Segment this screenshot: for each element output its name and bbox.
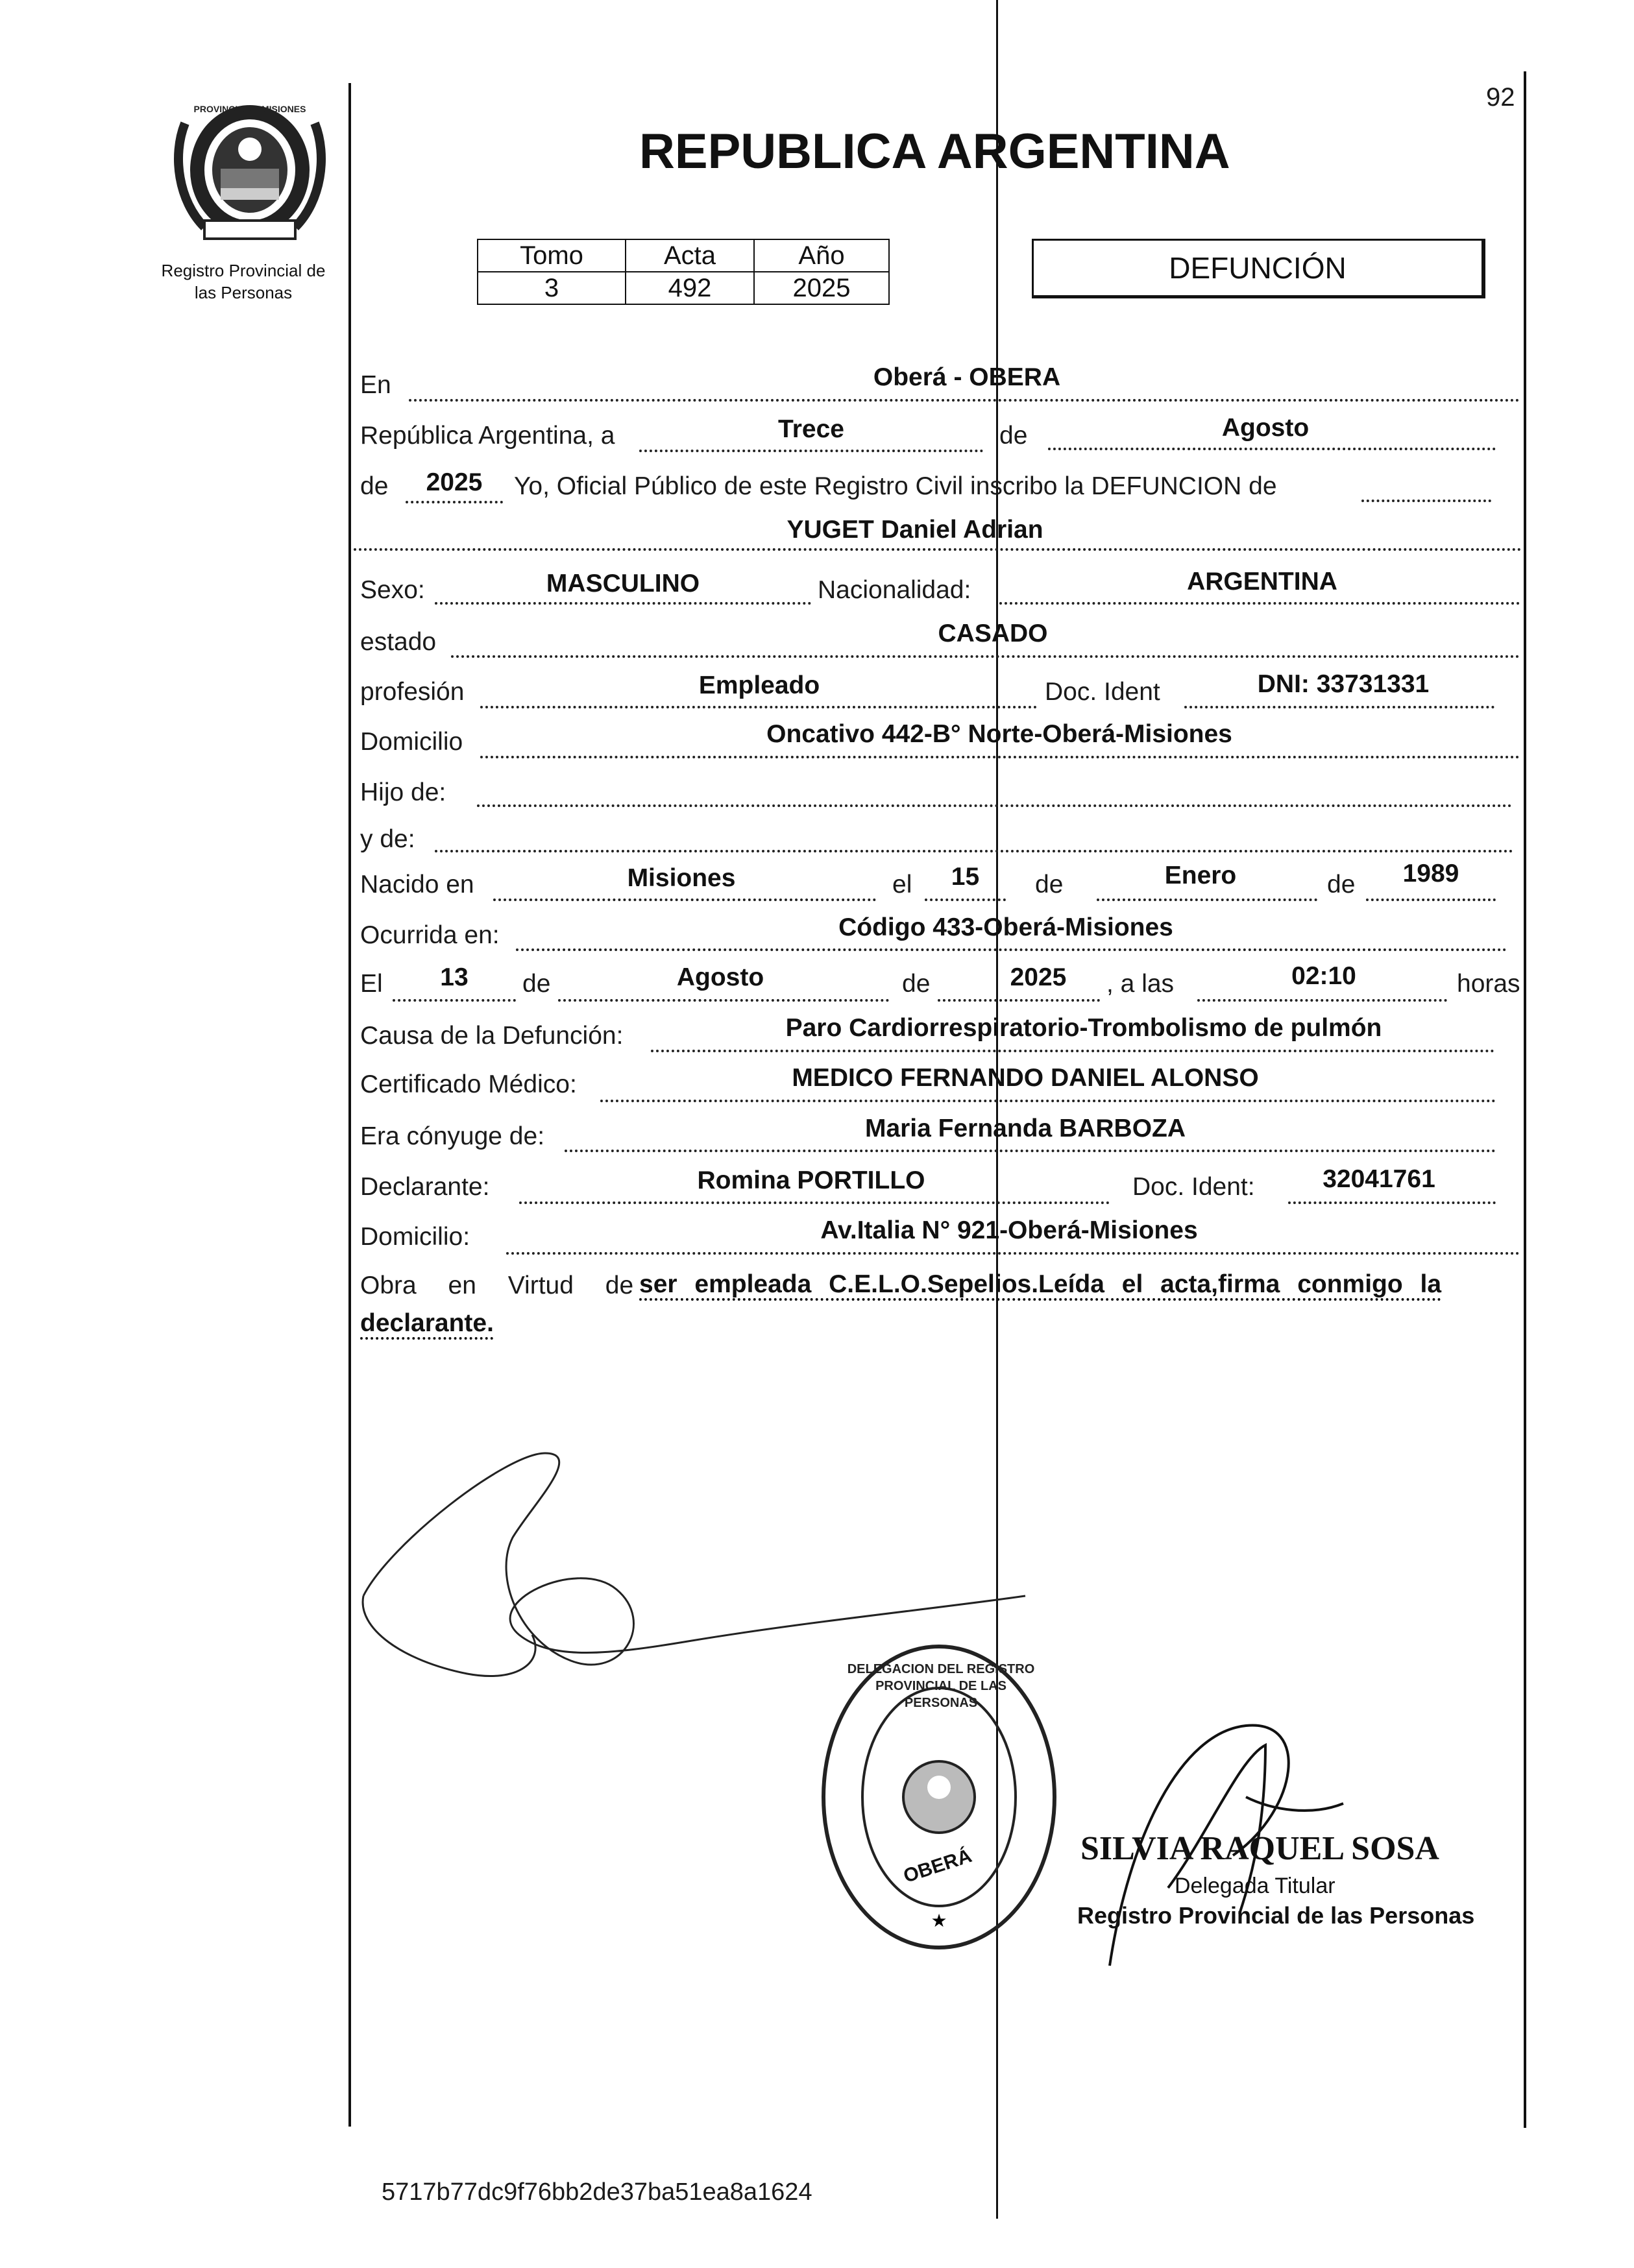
value-tomo: 3: [478, 272, 626, 304]
stamp-city: OBERÁ: [901, 1845, 975, 1887]
mes-value: Agosto: [1221, 414, 1310, 442]
conyuge-label: Era cónyuge de:: [360, 1122, 545, 1150]
estado-value: CASADO: [938, 620, 1048, 647]
provincial-emblem: [159, 97, 341, 243]
signatory-org: Registro Provincial de las Personas: [1077, 1902, 1475, 1929]
doc-value: DNI: 33731331: [1257, 670, 1430, 698]
value-acta: 492: [626, 272, 754, 304]
declarante-signature-icon: [350, 1427, 1194, 1752]
de2-label: de: [360, 472, 389, 500]
nombre-value: YUGET Daniel Adrian: [787, 516, 1043, 544]
act-type-label: DEFUNCIÓN: [1169, 251, 1347, 285]
declarante-line: [519, 1201, 1110, 1204]
alas-label: , a las: [1106, 970, 1175, 998]
certificado-value: MEDICO FERNANDO DANIEL ALONSO: [792, 1064, 1259, 1092]
yde-label: y de:: [360, 825, 415, 853]
stamp-ring-text: DELEGACION DEL REGISTRO PROVINCIAL DE LAS PERSONAS: [847, 1662, 1035, 1710]
causa-label: Causa de la Defunción:: [360, 1022, 624, 1050]
obra-text-continued: declarante.: [360, 1309, 494, 1337]
nac-mes-line: [1097, 899, 1317, 901]
page-title: REPUBLICA ARGENTINA: [639, 124, 1230, 179]
nac-dia-value: 15: [951, 863, 980, 891]
nacionalidad-line: [999, 602, 1520, 605]
nac-mes-value: Enero: [1164, 862, 1237, 889]
hijo-label: Hijo de:: [360, 778, 446, 806]
def-anio-value: 2025: [1010, 963, 1067, 991]
decl-dom-line: [506, 1252, 1520, 1255]
header-tomo: Tomo: [478, 239, 626, 272]
nombre-line: [354, 548, 1522, 551]
def-mes-value: Agosto: [676, 963, 764, 991]
document-hash: 5717b77dc9f76bb2de37ba51ea8a1624: [382, 2178, 812, 2206]
def-de2-label: de: [902, 970, 931, 998]
de-label: de: [999, 422, 1028, 450]
right-margin-line: [1524, 71, 1526, 2128]
horas-label: horas: [1457, 970, 1520, 998]
profesion-label: profesión: [360, 678, 465, 706]
conyuge-value: Maria Fernanda BARBOZA: [864, 1115, 1186, 1142]
header-acta: Acta: [626, 239, 754, 272]
nacido-label: Nacido en: [360, 871, 474, 899]
doc-line: [1184, 706, 1494, 708]
nacido-lugar-line: [493, 899, 876, 901]
oficial-text: Yo, Oficial Público de este Registro Civil inscribo la DEFUNCION de: [514, 472, 1277, 500]
def-el-label: El: [360, 970, 383, 998]
declarante-value: Romina PORTILLO: [697, 1166, 925, 1194]
header-anio: Año: [754, 239, 889, 272]
certificado-line: [600, 1100, 1496, 1102]
sexo-value: MASCULINO: [546, 570, 700, 597]
obra-text: ser empleada C.E.L.O.Sepelios.Leída el acta,firma conmigo la: [639, 1270, 1442, 1298]
signatory-role: Delegada Titular: [1175, 1874, 1335, 1898]
decl-dom-label: Domicilio:: [360, 1223, 470, 1251]
def-dia-line: [393, 999, 516, 1002]
conyuge-line: [565, 1150, 1496, 1152]
lugar-value: Oberá - OBERA: [873, 363, 1061, 391]
profesion-value: Empleado: [698, 671, 820, 699]
svg-text:★: ★: [931, 1911, 947, 1931]
republica-label: República Argentina, a: [360, 422, 615, 450]
anio-value: 2025: [426, 468, 483, 496]
estado-label: estado: [360, 628, 437, 656]
decl-doc-line: [1288, 1201, 1496, 1204]
estado-line: [451, 655, 1520, 658]
domicilio-line: [480, 756, 1520, 758]
profesion-line: [480, 706, 1037, 708]
nac-el-label: el: [892, 871, 912, 899]
dia-texto-line: [639, 450, 983, 452]
hijo-line: [477, 804, 1512, 807]
nac-dia-line: [925, 899, 1006, 901]
value-anio: 2025: [754, 272, 889, 304]
nacionalidad-value: ARGENTINA: [1187, 568, 1337, 596]
def-hora-line: [1197, 999, 1447, 1002]
emblem-seal-text: PROVINCIA DE MISIONES: [193, 104, 306, 114]
ocurrida-label: Ocurrida en:: [360, 921, 500, 949]
def-anio-line: [938, 999, 1100, 1002]
decl-dom-value: Av.Italia N° 921-Oberá-Misiones: [820, 1216, 1198, 1244]
nacionalidad-label: Nacionalidad:: [818, 576, 971, 604]
ocurrida-value: Código 433-Oberá-Misiones: [838, 913, 1173, 941]
yde-line: [435, 850, 1513, 852]
registry-value-row: [478, 272, 889, 304]
domicilio-value: Oncativo 442-B° Norte-Oberá-Misiones: [766, 720, 1232, 748]
sexo-label: Sexo:: [360, 576, 425, 604]
anio-line: [406, 501, 503, 503]
def-dia-value: 13: [440, 963, 469, 991]
causa-value: Paro Cardiorrespiratorio-Trombolismo de pulmón: [785, 1014, 1382, 1042]
obra-label: Obra en Virtud de: [360, 1272, 634, 1299]
emblem-caption-line2: las Personas: [194, 283, 293, 302]
nac-anio-line: [1366, 899, 1496, 901]
declarante-label: Declarante:: [360, 1173, 490, 1201]
signatory-name: SILVIA RAQUEL SOSA: [1080, 1830, 1439, 1867]
nacido-lugar-value: Misiones: [627, 864, 736, 892]
oficial-tail-line: [1361, 500, 1491, 502]
mes-line: [1048, 448, 1496, 450]
def-mes-line: [558, 999, 889, 1002]
causa-line: [651, 1050, 1494, 1052]
page-number: 92: [1486, 83, 1515, 112]
domicilio-label: Domicilio: [360, 728, 463, 756]
en-label: En: [360, 371, 391, 399]
emblem-caption-line1: Registro Provincial de: [161, 261, 326, 280]
registry-table: [477, 239, 890, 305]
sexo-line: [435, 602, 811, 605]
def-hora-value: 02:10: [1291, 962, 1356, 990]
nac-de1-label: de: [1035, 871, 1064, 899]
nac-anio-value: 1989: [1402, 860, 1459, 887]
act-type-box: [1032, 239, 1485, 298]
registry-header-row: [478, 239, 889, 272]
decl-doc-label: Doc. Ident:: [1132, 1173, 1255, 1201]
left-margin-line: [348, 83, 351, 2127]
ocurrida-line: [516, 948, 1507, 951]
decl-doc-value: 32041761: [1323, 1165, 1435, 1193]
misiones-coat-of-arms-icon: [159, 97, 341, 243]
dia-texto-value: Trece: [778, 415, 844, 443]
certificado-label: Certificado Médico:: [360, 1070, 577, 1098]
def-de1-label: de: [522, 970, 551, 998]
doc-label: Doc. Ident: [1045, 678, 1160, 706]
nac-de2-label: de: [1327, 871, 1356, 899]
emblem-caption: [130, 259, 357, 304]
en-field-line: [409, 399, 1520, 402]
